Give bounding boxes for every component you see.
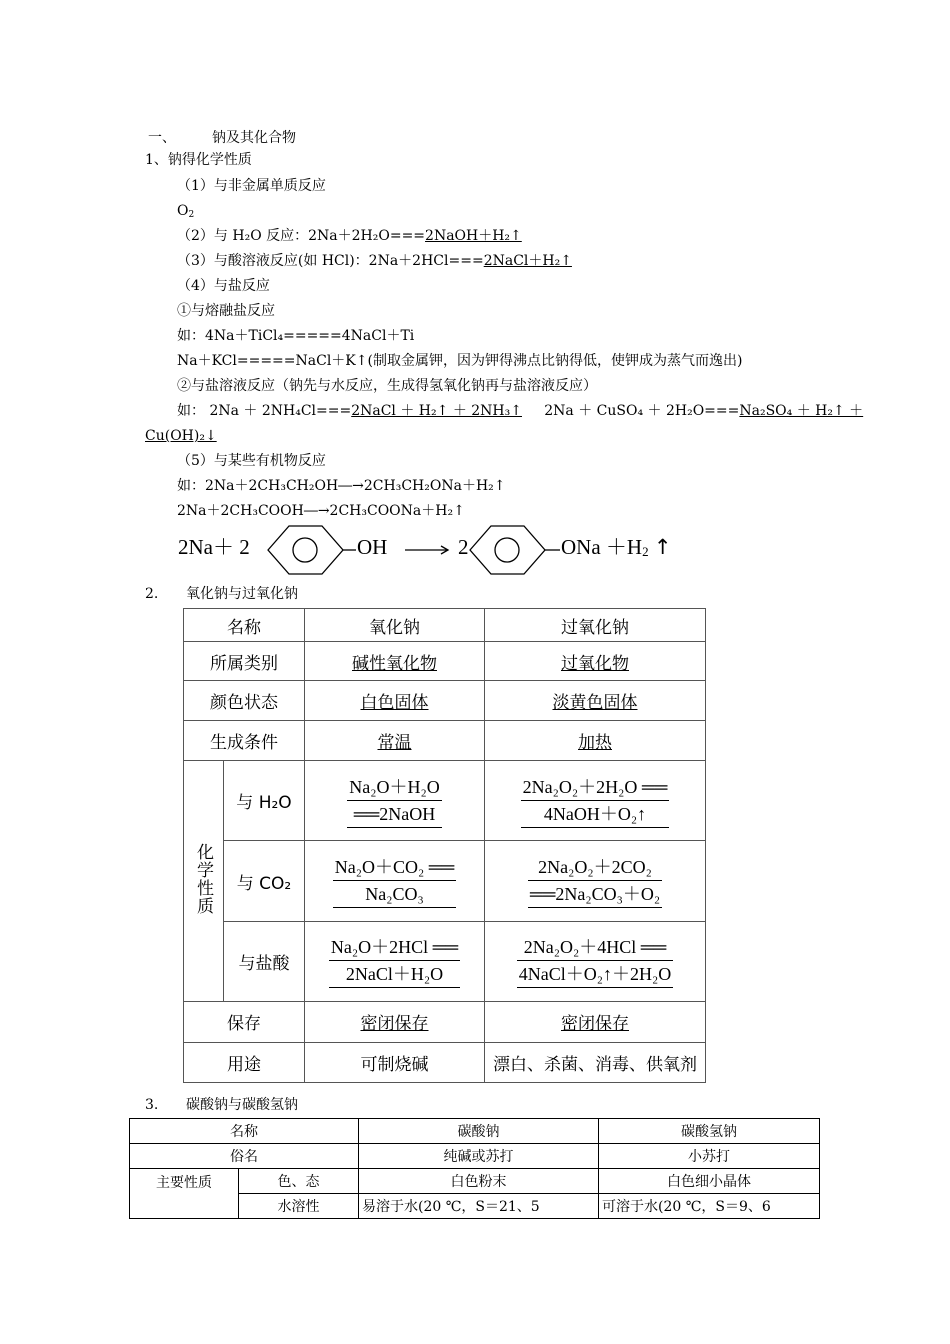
- header-name: 名称: [130, 1119, 359, 1144]
- na2o2-h2o-equation: 2Na₂O₂＋2H₂O ══ 4NaOH＋O₂↑: [521, 774, 670, 828]
- na2o2-category: 过氧化物: [561, 653, 629, 674]
- row-appearance-label: 色、态: [239, 1169, 359, 1194]
- item-5-example2: 2Na＋2CH₃COOH―→2CH₃COONa＋H₂↑: [177, 503, 465, 519]
- row-condition-label: 生成条件: [184, 721, 305, 761]
- na2co3-solubility: 易溶于水(20 ℃，S＝21、5: [359, 1194, 599, 1219]
- row-solubility-label: 水溶性: [239, 1194, 359, 1219]
- na2o-co2-equation: $\frac{\text{Na₂O＋CO₂ ══}}{\text{Na₂CO₃}}$: [333, 854, 457, 908]
- header-na2co3: 碳酸钠: [359, 1119, 599, 1144]
- item-4b: ②与盐溶液反应（钠先与水反应，生成得氢氧化钠再与盐溶液反应）: [177, 378, 597, 394]
- na2o-storage: 密闭保存: [360, 1014, 429, 1035]
- carbonate-comparison-table: [129, 1118, 820, 1219]
- header-name: 名称: [184, 609, 305, 642]
- section1-title: 钠及其化合物: [212, 130, 296, 146]
- header-na2o: 氧化钠: [305, 609, 485, 642]
- nahco3-common-name: 小苏打: [599, 1144, 820, 1169]
- oxide-comparison-table: [183, 608, 706, 1083]
- na2o2-color: 淡黄色固体: [552, 693, 638, 714]
- item-4a-example2: Na＋KCl=====NaCl＋K↑(制取金属钾，因为钾得沸点比钠得低，使钾成为蒸气而逸出): [177, 353, 743, 369]
- item-2: （2）与 H₂O 反应：2Na＋2H₂O===2NaOH＋H₂↑: [177, 228, 522, 244]
- subheading-sodium-chem: 1、钠得化学性质: [145, 152, 252, 168]
- na2co3-appearance: 白色粉末: [359, 1169, 599, 1194]
- section2-number: 2.: [145, 586, 159, 602]
- section2-title: 氧化钠与过氧化钠: [186, 586, 298, 602]
- na2o2-storage: 密闭保存: [561, 1014, 629, 1035]
- na2o-h2o-equation: Na₂O＋H₂O ══2NaOH: [347, 774, 442, 828]
- item-4a: ①与熔融盐反应: [177, 303, 275, 319]
- oh-group: OH: [357, 535, 388, 559]
- phenol-reactant-coeff: 2Na＋ 2: [178, 535, 250, 559]
- row-common-name-label: 俗名: [130, 1144, 359, 1169]
- phenoxide-coeff: 2: [458, 535, 469, 559]
- na2co3-common-name: 纯碱或苏打: [359, 1144, 599, 1169]
- header-nahco3: 碳酸氢钠: [599, 1119, 820, 1144]
- na2o-category: 碱性氧化物: [352, 653, 437, 674]
- section3-number: 3.: [145, 1097, 159, 1113]
- h2o-label: 与 H₂O: [224, 761, 305, 841]
- na2o2-condition: 加热: [578, 733, 612, 754]
- header-na2o2: 过氧化钠: [485, 609, 706, 642]
- item-4a-example1: 如：4Na＋TiCl₄=====4NaCl＋Ti: [177, 328, 415, 344]
- o2-label: $O_2$: [177, 203, 195, 220]
- item-4: （4）与盐反应: [177, 278, 270, 294]
- row-storage-label: 保存: [184, 1001, 305, 1042]
- item-4b-example-tail: Cu(OH)₂↓: [145, 428, 217, 444]
- section3-title: 碳酸钠与碳酸氢钠: [186, 1097, 298, 1113]
- item-4b-example: 如： 2Na ＋ 2NH₄Cl===2NaCl ＋ H₂↑ ＋ 2NH₃↑ 2Na ＋ CuSO₄ ＋ 2H₂O===Na₂SO₄ ＋ H₂↑ ＋: [177, 403, 864, 419]
- benzene-ring-2: [470, 526, 545, 574]
- ona-product: ONa $+H_2$ ↑: [561, 535, 672, 559]
- na2o-color: 白色固体: [360, 693, 429, 714]
- row-color-label: 颜色状态: [184, 681, 305, 721]
- item-1: （1）与非金属单质反应: [177, 178, 326, 194]
- benzene-circle-2: [495, 538, 519, 562]
- nahco3-solubility: 可溶于水(20 ℃，S＝9、6: [599, 1194, 820, 1219]
- item-3: （3）与酸溶液反应(如 HCl)：2Na＋2HCl===2NaCl＋H₂↑: [177, 253, 572, 269]
- main-properties-label: 主要性质: [130, 1169, 239, 1219]
- co2-label: 与 CO₂: [224, 841, 305, 921]
- row-use-label: 用途: [184, 1042, 305, 1082]
- na2o-use: 可制烧碱: [305, 1042, 485, 1082]
- na2o2-co2-equation: $\frac{\text{2Na₂O₂＋2CO₂}}{\text{══2Na₂CO₃＋O₂}}$: [528, 854, 662, 908]
- benzene-ring-1: [268, 526, 343, 574]
- nahco3-appearance: 白色细小晶体: [599, 1169, 820, 1194]
- na2o-hcl-equation: Na₂O＋2HCl ══ 2NaCl＋H₂O: [329, 934, 460, 988]
- na2o-condition: 常温: [377, 733, 412, 754]
- benzene-circle-1: [293, 538, 317, 562]
- row-category-label: 所属类别: [184, 642, 305, 681]
- section1-number: 一、: [148, 130, 176, 146]
- na2o2-hcl-equation: 2Na₂O₂＋4HCl ══ 4NaCl＋O₂↑＋2H₂O: [517, 934, 674, 988]
- item-5: （5）与某些有机物反应: [177, 453, 326, 469]
- na2o2-use: 漂白、杀菌、消毒、供氧剂: [485, 1042, 706, 1082]
- chem-properties-label: 化学性质: [193, 842, 213, 915]
- hcl-label: 与盐酸: [224, 921, 305, 1001]
- item-5-example1: 如：2Na＋2CH₃CH₂OH―→2CH₃CH₂ONa＋H₂↑: [177, 478, 506, 494]
